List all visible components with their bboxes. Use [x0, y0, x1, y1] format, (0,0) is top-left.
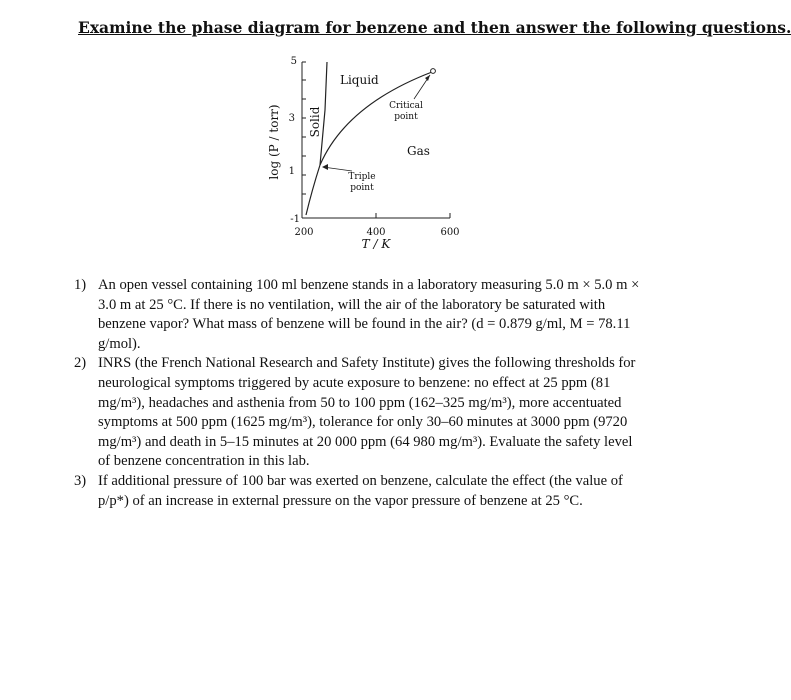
question-number: 3) [74, 472, 87, 489]
y-tick-label-minus-1: -1 [290, 214, 300, 225]
triple-point-label-line2: point [350, 183, 374, 193]
gas-region-label: Gas [407, 144, 430, 158]
question-item [74, 472, 646, 511]
y-tick-label-5: 5 [290, 56, 297, 67]
question-item [74, 354, 646, 472]
liquid-region-label: Liquid [340, 73, 379, 87]
question-text: If additional pressure of 100 bar was exerted on benzene, calculate the effect (the value of p/p*) of an increase in external pressure on the vapor pressure of benzene at 25 °C. [98, 472, 623, 509]
x-tick-label-200: 200 [294, 227, 314, 238]
triple-point-arrowhead [322, 164, 328, 170]
question-number: 1) [74, 277, 87, 293]
triple-point-label-line1: Triple [348, 172, 376, 182]
x-ticks [376, 213, 450, 218]
question-list [74, 276, 646, 511]
y-ticks [302, 80, 306, 194]
question-text: An open vessel containing 100 ml benzene stands in a laboratory measuring 5.0 m × 5.0 m × 3.0 m at 25 °C. If there is no ventilation, will the air of the laboratory be saturated with benzene vapor? What mass of benzene will be found in the air? (d = 0.879 g/ml, M = 78.11 g/mol). [98, 277, 640, 352]
critical-point-label-line1: Critical [389, 101, 423, 111]
sublimation-curve [306, 165, 320, 215]
x-tick-label-400: 400 [366, 227, 386, 238]
x-tick-label-600: 600 [440, 227, 460, 238]
critical-point-arrowhead [425, 75, 430, 81]
y-tick-label-3: 3 [288, 113, 295, 124]
x-axis-label: T / K [361, 237, 391, 251]
question-number: 2) [74, 355, 87, 372]
question-item [74, 276, 646, 354]
solid-region-label: Solid [308, 106, 322, 138]
question-text: INRS (the French National Research and Safety Institute) gives the following thresholds for neurological symptoms triggered by acute exposure to benzene: no effect at 25 ppm (81 mg/m³), headaches and asthenia from 50 to 100 ppm (162–325 mg/m³), more accentuated symptoms at 500 ppm (1625 mg/m³), tolerance for only 30–60 minutes at 3000 ppm (9720 mg/m³) and death in 5–15 minutes at 20 000 ppm (64 980 mg/m³). Evaluate the safety level of benzene concentration in this lab. [98, 355, 636, 470]
phase-diagram [262, 50, 482, 255]
critical-point-marker [431, 69, 436, 74]
page-heading: Examine the phase diagram for benzene and then answer the following questions. [78, 18, 791, 37]
y-tick-label-1: 1 [288, 166, 295, 177]
y-axis-label: log (P / torr) [267, 104, 281, 180]
critical-point-label-line2: point [394, 112, 418, 122]
